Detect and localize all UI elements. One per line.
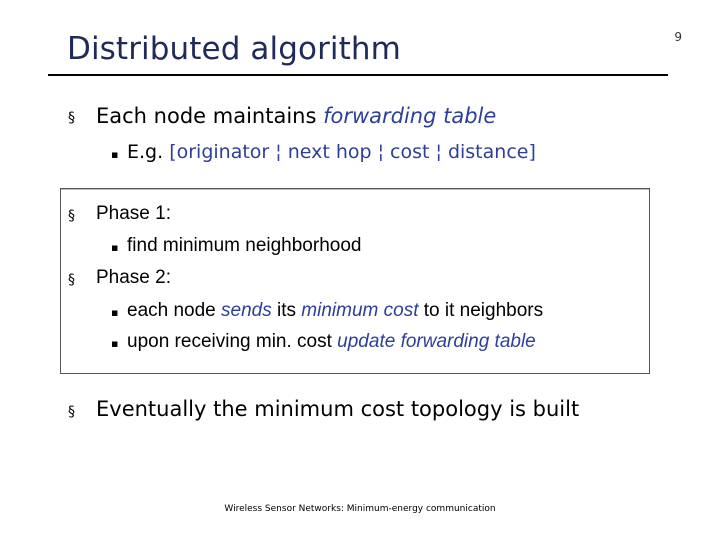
- page-number: 9: [674, 30, 682, 44]
- sub-bullet-marker: ▪: [111, 241, 119, 254]
- slide-footer: Wireless Sensor Networks: Minimum-energy communication: [224, 504, 496, 514]
- bullet-text-plain: Each node maintains: [96, 104, 324, 128]
- send-text-min-cost: minimum cost: [301, 300, 419, 321]
- sub-bullet-marker: ▪: [111, 306, 119, 319]
- phase2-send-text: [127, 300, 543, 322]
- bullet-text-emph: forwarding table: [323, 104, 497, 128]
- bullet-marker: §: [68, 110, 75, 126]
- bullet-marker: §: [68, 272, 75, 288]
- phase1-text: find minimum neighborhood: [127, 235, 362, 256]
- bullet-marker: §: [68, 404, 75, 420]
- title-underline: [48, 74, 668, 76]
- send-text-e: to it neighbors: [418, 300, 544, 321]
- sub-bullet-marker: ▪: [111, 148, 119, 161]
- send-text-sends: sends: [221, 300, 272, 321]
- phase1-label: Phase 1:: [96, 203, 171, 224]
- bullet-marker: §: [68, 208, 75, 224]
- phase2-update-text: [127, 331, 536, 353]
- send-text-a: each node: [127, 300, 222, 321]
- update-text-emph: update forwarding table: [337, 331, 536, 352]
- send-text-c: its: [271, 300, 302, 321]
- bullet-eventually-text: Eventually the minimum cost topology is built: [96, 397, 580, 421]
- phase2-label: Phase 2:: [96, 267, 171, 288]
- example-prefix: E.g.: [127, 141, 170, 163]
- update-text-a: upon receiving min. cost: [127, 331, 338, 352]
- sub-bullet-text: [127, 141, 536, 163]
- example-fields: [originator ¦ next hop ¦ cost ¦ distance]: [169, 141, 536, 163]
- bullet-text: [96, 104, 496, 128]
- sub-bullet-marker: ▪: [111, 337, 119, 350]
- slide-title: Distributed algorithm: [67, 31, 401, 67]
